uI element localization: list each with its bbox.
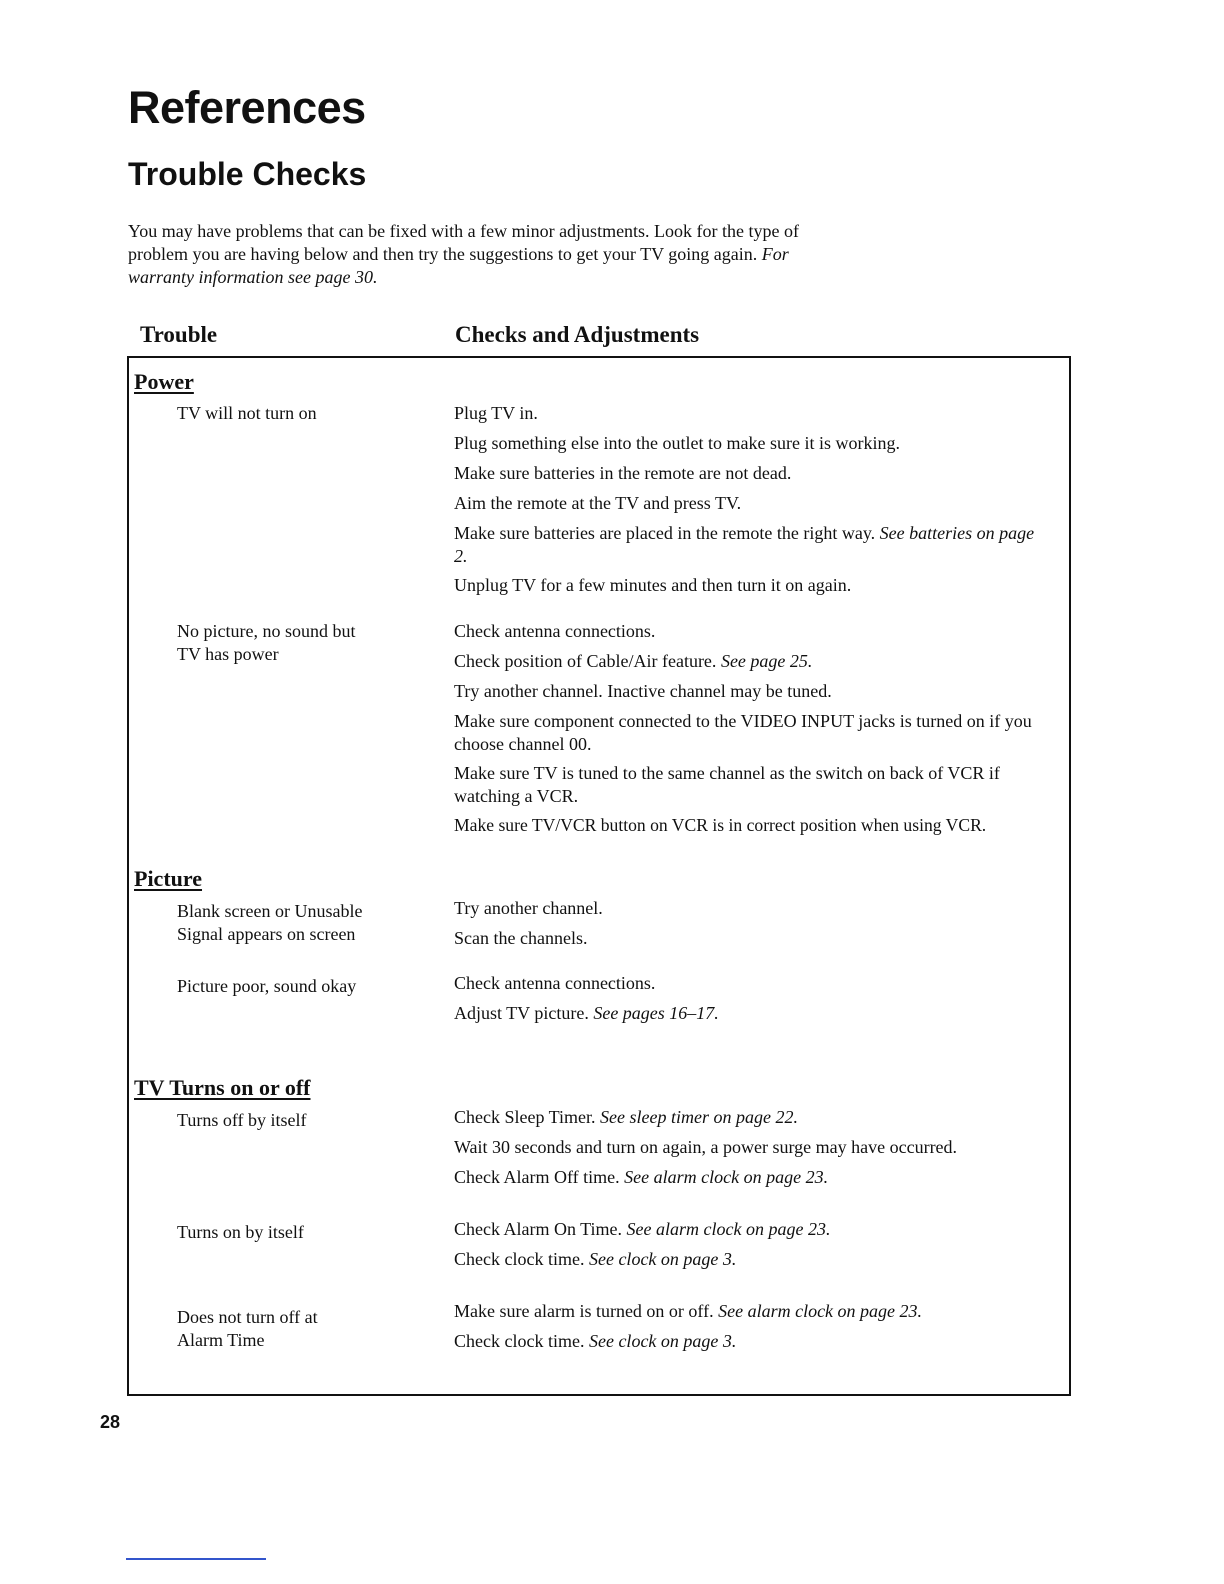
check-item: Try another channel. Inactive channel may be tuned. <box>454 681 832 701</box>
section-title-picture: Picture <box>134 866 203 891</box>
check-item: Check clock time. See clock on page 3. <box>454 1249 737 1269</box>
trouble-turns-on-by-itself: Turns on by itself <box>177 1222 304 1242</box>
intro-warranty-ref: For warranty information see page 30. <box>128 244 789 287</box>
check-item: Make sure component connected to the VIDEO INPUT jacks is turned on if you choose channel 00. <box>454 711 1032 754</box>
page-title: References <box>128 82 366 133</box>
section-title-tv-turns: TV Turns on or off <box>134 1075 311 1100</box>
check-item: Scan the channels. <box>454 928 588 948</box>
page-reference: See sleep timer on page 22. <box>600 1107 798 1127</box>
page-reference: See pages 16–17. <box>593 1003 719 1023</box>
page-reference: See alarm clock on page 23. <box>624 1167 829 1187</box>
column-header-trouble: Trouble <box>140 322 218 347</box>
page-subtitle: Trouble Checks <box>128 156 367 192</box>
check-item: Adjust TV picture. See pages 16–17. <box>454 1003 719 1023</box>
check-item: Make sure alarm is turned on or off. See alarm clock on page 23. <box>454 1301 923 1321</box>
check-item: Make sure batteries are placed in the remote the right way. See batteries on page 2. <box>454 523 1035 566</box>
trouble-tv-will-not-turn-on: TV will not turn on <box>177 403 317 423</box>
page-reference: See alarm clock on page 23. <box>718 1301 923 1321</box>
check-item: Check antenna connections. <box>454 621 656 641</box>
trouble-picture-poor: Picture poor, sound okay <box>177 976 357 996</box>
page-reference: See clock on page 3. <box>588 1249 737 1269</box>
trouble-does-not-turn-off: Does not turn off at Alarm Time <box>177 1307 318 1350</box>
page-reference: See alarm clock on page 23. <box>626 1219 831 1239</box>
trouble-blank-screen: Blank screen or Unusable Signal appears on screen <box>177 901 363 944</box>
check-item: Make sure TV/VCR button on VCR is in correct position when using VCR. <box>454 815 987 835</box>
check-item: Check Sleep Timer. See sleep timer on page 22. <box>454 1107 798 1127</box>
check-item: Wait 30 seconds and turn on again, a power surge may have occurred. <box>454 1137 958 1157</box>
trouble-no-picture-no-sound: No picture, no sound but TV has power <box>177 621 356 664</box>
check-item: Make sure TV is tuned to the same channel as the switch on back of VCR if watching a VCR. <box>454 763 1000 806</box>
check-item: Plug something else into the outlet to make sure it is working. <box>454 433 900 453</box>
check-item: Check Alarm On Time. See alarm clock on page 23. <box>454 1219 831 1239</box>
trouble-turns-off-by-itself: Turns off by itself <box>177 1110 307 1130</box>
page-reference: See page 25. <box>720 651 813 671</box>
footer-rule <box>126 1558 266 1560</box>
check-item: Check clock time. See clock on page 3. <box>454 1331 737 1351</box>
page-number: 28 <box>100 1412 121 1432</box>
check-item: Check antenna connections. <box>454 973 656 993</box>
check-item: Aim the remote at the TV and press TV. <box>454 493 742 513</box>
check-item: Check position of Cable/Air feature. See page 25. <box>454 651 813 671</box>
page-reference: See batteries on page 2. <box>454 523 1035 566</box>
intro-text: You may have problems that can be fixed with a few minor adjustments. Look for the type of problem you are having below and then try the suggestions to get your TV going again. <box>128 221 800 264</box>
check-item: Try another channel. <box>454 898 603 918</box>
check-item: Unplug TV for a few minutes and then turn it on again. <box>454 575 852 595</box>
check-item: Plug TV in. <box>454 403 538 423</box>
intro-paragraph <box>128 220 828 289</box>
column-header-checks: Checks and Adjustments <box>455 322 700 347</box>
check-item: Make sure batteries in the remote are not dead. <box>454 463 792 483</box>
page-reference: See clock on page 3. <box>588 1331 737 1351</box>
section-title-power: Power <box>134 369 194 394</box>
check-item: Check Alarm Off time. See alarm clock on page 23. <box>454 1167 829 1187</box>
